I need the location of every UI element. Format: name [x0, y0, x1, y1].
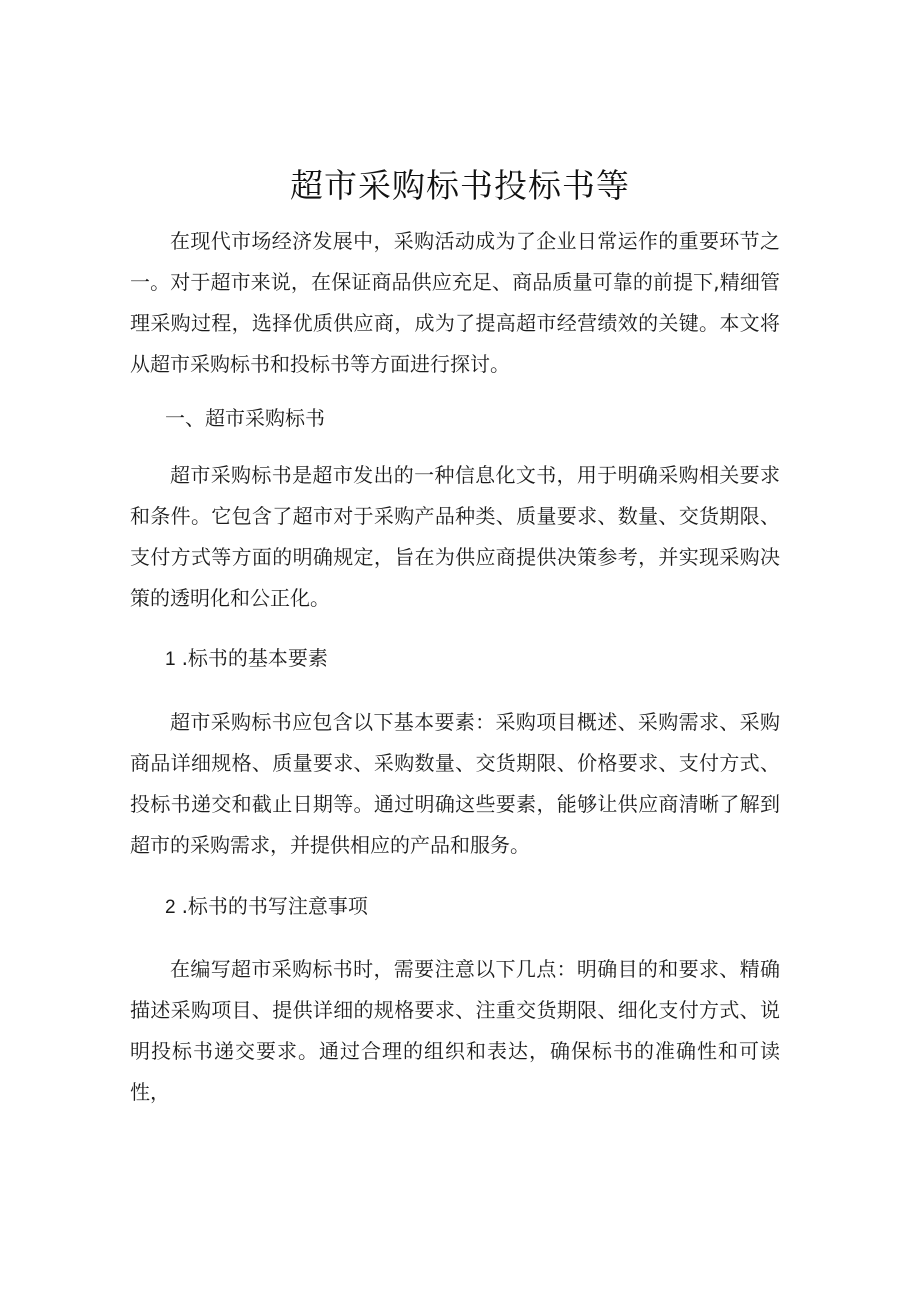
subsection-paragraph: 在编写超市采购标书时，需要注意以下几点：明确目的和要求、精确描述采购项目、提供详细的规格要求、注重交货期限、细化支付方式、说明投标书递交要求。通过合理的组织和表达，确保标书的准确性和可读性，: [130, 957, 780, 1104]
intro-paragraph: 在现代市场经济发展中，采购活动成为了企业日常运作的重要环节之一。对于超市来说，在保证商品供应充足、商品质量可靠的前提下,精细管理采购过程，选择优质供应商，成为了提高超市经营绩效的关键。本文将从超市采购标书和投标书等方面进行探讨。: [130, 229, 780, 376]
section-heading: 一、超市采购标书: [165, 406, 325, 430]
subsection-heading: [165, 643, 328, 675]
subsection-heading: [165, 891, 368, 923]
subsection-paragraph: 超市采购标书应包含以下基本要素：采购项目概述、采购需求、采购商品详细规格、质量要求、采购数量、交货期限、价格要求、支付方式、投标书递交和截止日期等。通过明确这些要素，能够让供应商清晰了解到超市的采购需求，并提供相应的产品和服务。: [130, 710, 780, 857]
subsection-number: 2: [165, 897, 176, 918]
subsection-heading-text: .标书的基本要素: [181, 646, 328, 670]
document-title: 超市采购标书投标书等: [290, 166, 630, 205]
section-paragraph: 超市采购标书是超市发出的一种信息化文书，用于明确采购相关要求和条件。它包含了超市对于采购产品种类、质量要求、数量、交货期限、支付方式等方面的明确规定，旨在为供应商提供决策参考，并实现采购决策的透明化和公正化。: [130, 463, 780, 610]
subsection-heading-text: .标书的书写注意事项: [181, 894, 368, 918]
subsection-number: 1: [165, 649, 176, 670]
